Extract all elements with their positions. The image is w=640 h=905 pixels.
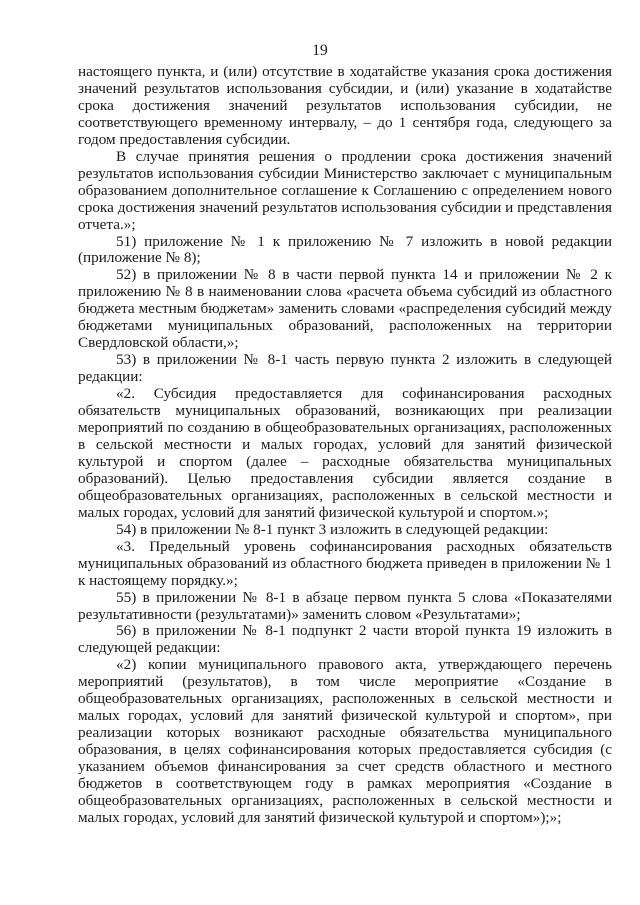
paragraph-continuation: настоящего пункта, и (или) отсутствие в ходатайстве указания срока достижения значений результатов использования субсидии, и (или) указание в ходатайстве срока достижения значений результатов использования субсидии, не соответствующего временному интервалу, – до 1 сентября года, следующего за годом предоставления субсидии. — [78, 63, 612, 148]
paragraph-item-53: 53) в приложении № 8-1 часть первую пункта 2 изложить в следующей редакции: — [78, 351, 612, 386]
paragraph-item-55: 55) в приложении № 8-1 в абзаце первом пункта 5 слова «Показателями результативности (результатами)» заменить словом «Результатами»; — [78, 588, 612, 623]
paragraph-subsidy-clause-2: «2. Субсидия предоставляется для софинансирования расходных обязательств муниципальных образований, возникающих при реализации мероприятий по созданию в общеобразовательных организациях, расположенных в сельской местности и малых городах, условий для занятий физической культурой и спортом (далее – расходные обязательства муниципальных образований). Целью предоставления субсидии является создание в общеобразовательных организациях, расположенных в сельской местности и малых городах, условий для занятий физической культурой и спортом.»; — [78, 385, 612, 521]
document-body — [78, 64, 612, 827]
paragraph-item-51: 51) приложение № 1 к приложению № 7 изложить в новой редакции (приложение № 8); — [78, 232, 612, 267]
paragraph-item-52: 52) в приложении № 8 в части первой пункта 14 и приложении № 2 к приложению № 8 в наименовании слова «расчета объема субсидий из областного бюджета местным бюджетам» заменить словами «распределения субсидий между бюджетами муниципальных образований, расположенных на территории Свердловской области,»; — [78, 266, 612, 352]
paragraph-item-56: 56) в приложении № 8-1 подпункт 2 части второй пункта 19 изложить в следующей редакции: — [78, 622, 612, 657]
paragraph-item-54: 54) в приложении № 8-1 пункт 3 изложить в следующей редакции: — [116, 520, 549, 538]
paragraph-extension-decision: В случае принятия решения о продлении срока достижения значений результатов использования субсидии Министерство заключает с муниципальным образованием дополнительное соглашение к Соглашению с определением нового срока достижения значений результатов использования субсидии и представления отчета.»; — [78, 147, 612, 233]
page-number: 19 — [312, 42, 328, 59]
paragraph-subclause-2: «2) копии муниципального правового акта, утверждающего перечень мероприятий (результатов), в том числе мероприятие «Создание в общеобразовательных организациях, расположенных в сельской местности и малых городах, условий для занятий физической культурой и спортом», при реализации которых возникают расходные обязательства муниципального образования, в целях софинансирования которых предоставляется субсидия (с указанием объемов финансирования за счет средств областного и местного бюджетов в соответствующем году в рамках мероприятия «Создание в общеобразовательных организациях, расположенных в сельской местности и малых городах, условий для занятий физической культурой и спортом»);»; — [78, 656, 612, 826]
paragraph-clause-3: «3. Предельный уровень софинансирования расходных обязательств муниципальных образований из областного бюджета приведен в приложении № 1 к настоящему порядку.»; — [78, 537, 612, 589]
